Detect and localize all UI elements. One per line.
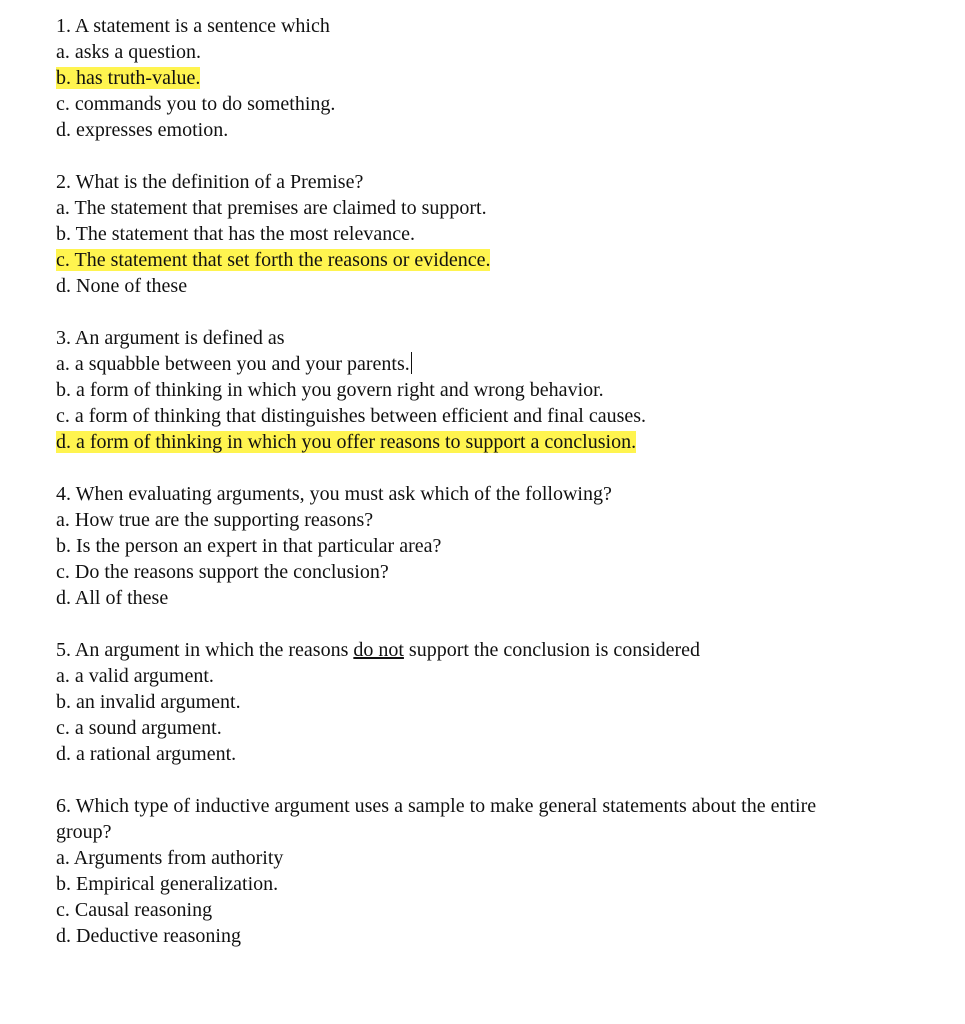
question-2-option-d: d. None of these: [56, 275, 188, 297]
question-2-option-c: [56, 247, 936, 273]
question-2: [56, 169, 936, 299]
question-3-option-b: b. a form of thinking in which you govern right and wrong behavior.: [56, 379, 604, 401]
question-6-option-a: a. Arguments from authority: [56, 847, 284, 869]
question-1-option-d: d. expresses emotion.: [56, 119, 229, 141]
question-3-option-d: [56, 429, 936, 455]
question-1-prompt: 1. A statement is a sentence which: [56, 15, 330, 37]
question-1-option-a: a. asks a question.: [56, 41, 201, 63]
question-2-prompt: 2. What is the definition of a Premise?: [56, 171, 364, 193]
question-6: [56, 793, 936, 949]
text-cursor: [411, 352, 413, 374]
question-6-option-c: c. Causal reasoning: [56, 899, 213, 921]
question-3-prompt: 3. An argument is defined as: [56, 327, 285, 349]
question-5: [56, 637, 936, 767]
question-5-prompt-end: support the conclusion is considered: [403, 639, 700, 661]
question-1: [56, 13, 936, 143]
question-3-option-c: c. a form of thinking that distinguishes between efficient and final causes.: [56, 405, 647, 427]
question-3-option-a-text: a. a squabble between you and your parents.: [56, 353, 410, 375]
question-4-option-b: b. Is the person an expert in that particular area?: [56, 535, 442, 557]
question-2-option-b: b. The statement that has the most relevance.: [56, 223, 415, 245]
question-5-option-d: d. a rational argument.: [56, 743, 237, 765]
question-5-option-a: a. a valid argument.: [56, 665, 214, 687]
question-6-option-d: d. Deductive reasoning: [56, 925, 241, 947]
highlighted-answer: d. a form of thinking in which you offer reasons to support a conclusion.: [56, 431, 637, 453]
question-5-option-c: c. a sound argument.: [56, 717, 222, 739]
question-1-option-b: [56, 65, 936, 91]
question-6-option-b: b. Empirical generalization.: [56, 873, 279, 895]
question-3-option-a: [56, 351, 936, 377]
question-5-prompt: [56, 637, 936, 663]
highlighted-answer: b. has truth-value.: [56, 67, 201, 89]
question-1-option-c: c. commands you to do something.: [56, 93, 336, 115]
highlighted-answer: c. The statement that set forth the reasons or evidence.: [56, 249, 491, 271]
question-4-option-c: c. Do the reasons support the conclusion?: [56, 561, 389, 583]
question-6-prompt: 6. Which type of inductive argument uses a sample to make general statements about the entire group?: [56, 795, 817, 843]
question-3: [56, 325, 936, 455]
document-body[interactable]: [56, 13, 936, 975]
question-5-option-b: b. an invalid argument.: [56, 691, 241, 713]
question-4-option-d: d. All of these: [56, 587, 169, 609]
underlined-text: do not: [353, 639, 404, 661]
question-4-option-a: a. How true are the supporting reasons?: [56, 509, 374, 531]
question-5-prompt-start: 5. An argument in which the reasons: [56, 639, 354, 661]
question-4: [56, 481, 936, 611]
question-2-option-a: a. The statement that premises are claimed to support.: [56, 197, 487, 219]
question-4-prompt: 4. When evaluating arguments, you must ask which of the following?: [56, 483, 612, 505]
